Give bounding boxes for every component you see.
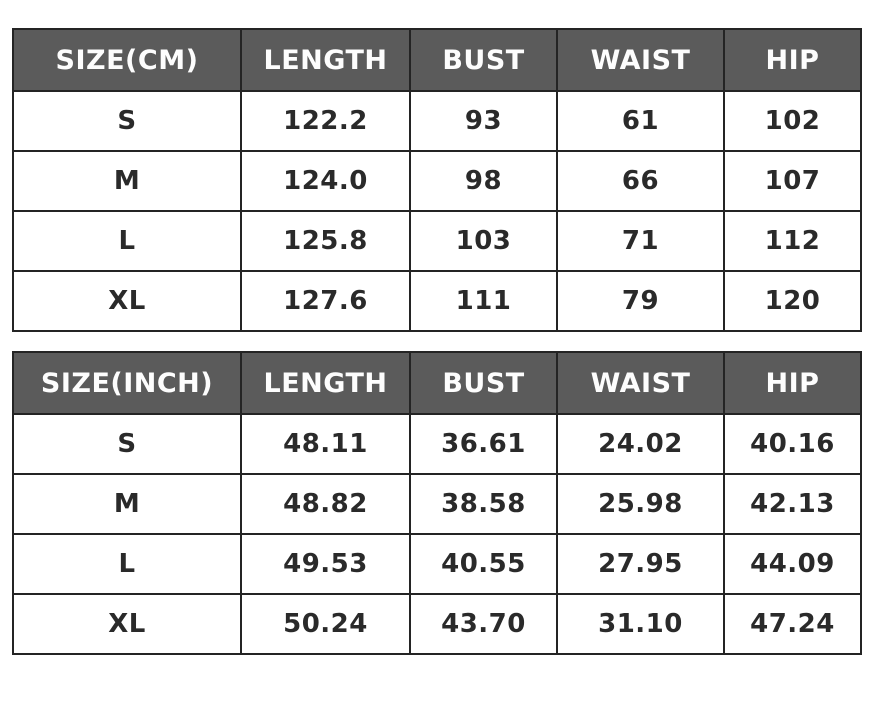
value-cell: 125.8	[241, 211, 410, 271]
value-cell: 48.11	[241, 414, 410, 474]
table-row-s	[13, 91, 861, 151]
value-cell: 107	[724, 151, 861, 211]
value-cell: 50.24	[241, 594, 410, 654]
table-row-l	[13, 534, 861, 594]
size-cell: M	[13, 151, 241, 211]
table-row-xl	[13, 594, 861, 654]
size-table-cm	[12, 28, 862, 332]
table-row-m	[13, 151, 861, 211]
size-cell: M	[13, 474, 241, 534]
value-cell: 124.0	[241, 151, 410, 211]
value-cell: 38.58	[410, 474, 557, 534]
header-cell-size-inch: SIZE(INCH)	[13, 352, 241, 414]
value-cell: 93	[410, 91, 557, 151]
table-row-l	[13, 211, 861, 271]
value-cell: 43.70	[410, 594, 557, 654]
size-cell: L	[13, 211, 241, 271]
table-row-xl	[13, 271, 861, 331]
size-cell: XL	[13, 594, 241, 654]
value-cell: 40.55	[410, 534, 557, 594]
value-cell: 127.6	[241, 271, 410, 331]
value-cell: 44.09	[724, 534, 861, 594]
value-cell: 111	[410, 271, 557, 331]
value-cell: 31.10	[557, 594, 724, 654]
value-cell: 40.16	[724, 414, 861, 474]
value-cell: 61	[557, 91, 724, 151]
value-cell: 71	[557, 211, 724, 271]
value-cell: 103	[410, 211, 557, 271]
header-cell-length: LENGTH	[241, 29, 410, 91]
value-cell: 122.2	[241, 91, 410, 151]
header-cell-bust: BUST	[410, 352, 557, 414]
size-cell: S	[13, 91, 241, 151]
value-cell: 42.13	[724, 474, 861, 534]
value-cell: 27.95	[557, 534, 724, 594]
value-cell: 102	[724, 91, 861, 151]
header-row-inch	[13, 352, 861, 414]
value-cell: 24.02	[557, 414, 724, 474]
header-cell-waist: WAIST	[557, 29, 724, 91]
size-cell: L	[13, 534, 241, 594]
value-cell: 112	[724, 211, 861, 271]
header-cell-hip: HIP	[724, 29, 861, 91]
header-row-cm	[13, 29, 861, 91]
size-cell: S	[13, 414, 241, 474]
value-cell: 25.98	[557, 474, 724, 534]
value-cell: 49.53	[241, 534, 410, 594]
value-cell: 36.61	[410, 414, 557, 474]
header-cell-hip: HIP	[724, 352, 861, 414]
table-row-s	[13, 414, 861, 474]
header-cell-waist: WAIST	[557, 352, 724, 414]
value-cell: 48.82	[241, 474, 410, 534]
value-cell: 66	[557, 151, 724, 211]
value-cell: 47.24	[724, 594, 861, 654]
header-cell-size-cm: SIZE(CM)	[13, 29, 241, 91]
size-cell: XL	[13, 271, 241, 331]
header-cell-bust: BUST	[410, 29, 557, 91]
value-cell: 120	[724, 271, 861, 331]
header-cell-length: LENGTH	[241, 352, 410, 414]
value-cell: 98	[410, 151, 557, 211]
value-cell: 79	[557, 271, 724, 331]
size-table-inch	[12, 351, 862, 655]
table-row-m	[13, 474, 861, 534]
